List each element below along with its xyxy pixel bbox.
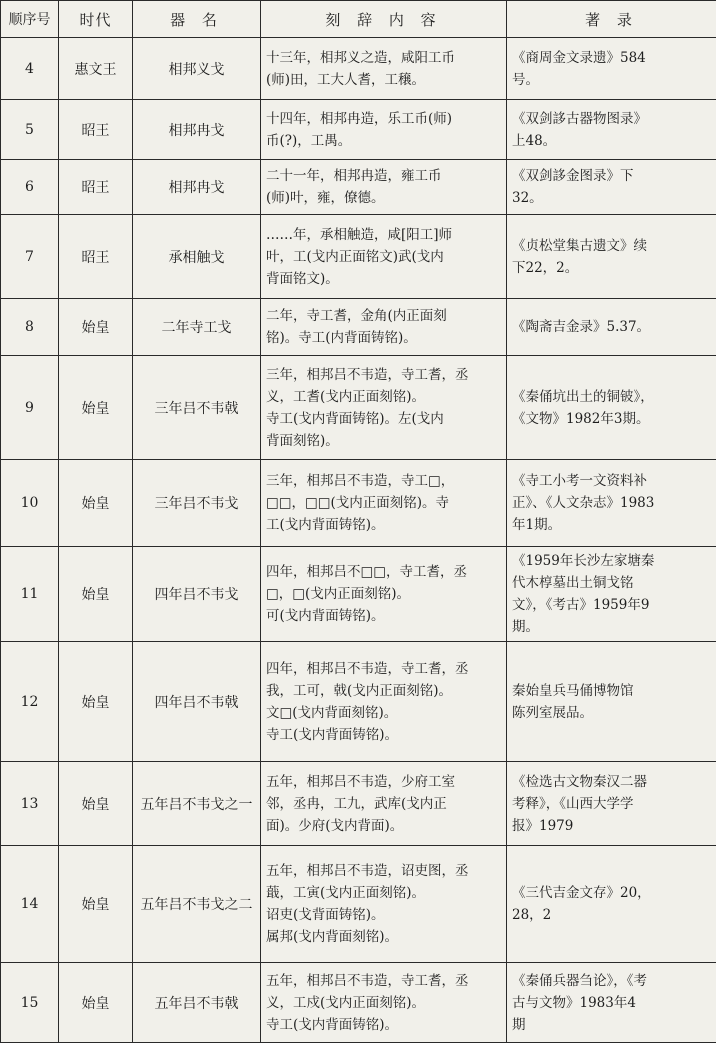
inscription-cell: [261, 356, 507, 460]
inscription-line: 寺工(戈内背面铸铭)。: [266, 724, 501, 746]
bibliography-line: 报》1979: [512, 815, 711, 837]
bibliography-cell: [507, 160, 716, 215]
serial-number-cell: 9: [1, 356, 59, 460]
bibliography-line: 《寺工小考一文资料补: [512, 470, 711, 492]
inscription-line: 可(戈内背面铸铭)。: [266, 605, 501, 627]
header-serial-number: 顺序号: [1, 1, 59, 38]
era-cell: 始皇: [59, 547, 133, 642]
bibliography-line: 代木椁墓出土铜戈铭: [512, 572, 711, 594]
bibliography-line: 28，2: [512, 904, 711, 926]
bibliography-cell: [507, 642, 716, 762]
bibliography-line: 正》、《人文杂志》1983: [512, 492, 711, 514]
inscription-line: 五年，相邦吕不韦造，诏吏图，丞: [266, 860, 501, 882]
bibliography-line: 号。: [512, 69, 711, 91]
serial-number-cell: 4: [1, 38, 59, 100]
artifact-name-cell: 五年吕不韦戟: [133, 963, 261, 1043]
table-row: [1, 642, 716, 762]
inscription-line: 邻，丞冉，工九，武库(戈内正: [266, 793, 501, 815]
table-row: [1, 460, 716, 547]
serial-number-cell: 10: [1, 460, 59, 547]
bibliography-line: 上48。: [512, 130, 711, 152]
artifact-name-cell: 二年寺工戈: [133, 299, 261, 356]
inscription-line: 十四年，相邦冉造，乐工币(师): [266, 108, 501, 130]
inscription-line: 我，工可，戟(戈内正面刻铭)。: [266, 680, 501, 702]
inscription-line: 十三年，相邦义之造，咸阳工币: [266, 47, 501, 69]
inscription-line: 工(戈内背面铸铭)。: [266, 514, 501, 536]
artifact-name-cell: 四年吕不韦戟: [133, 642, 261, 762]
bibliography-line: 陈列室展品。: [512, 702, 711, 724]
table-body: [1, 38, 716, 1043]
inscription-line: 义，工戍(戈内正面刻铭)。: [266, 992, 501, 1014]
inscription-line: 三年，相邦吕不韦造，寺工耆，丞: [266, 364, 501, 386]
table-row: [1, 356, 716, 460]
era-cell: 始皇: [59, 846, 133, 963]
inscription-line: 五年，相邦吕不韦造，少府工室: [266, 771, 501, 793]
artifact-name-cell: 承相触戈: [133, 215, 261, 299]
bibliography-cell: [507, 547, 716, 642]
inscription-cell: [261, 547, 507, 642]
table-row: [1, 547, 716, 642]
inscription-cell: [261, 38, 507, 100]
era-cell: 始皇: [59, 356, 133, 460]
inscription-line: 五年，相邦吕不韦造，寺工耆，丞: [266, 970, 501, 992]
table-row: [1, 215, 716, 299]
table-row: [1, 963, 716, 1043]
inscription-line: 属邦(戈内背面刻铭)。: [266, 926, 501, 948]
era-cell: 始皇: [59, 299, 133, 356]
era-cell: 昭王: [59, 215, 133, 299]
inscription-cell: [261, 963, 507, 1043]
header-era: 时代: [59, 1, 133, 38]
inscription-line: □□，□□(戈内正面刻铭)。寺: [266, 492, 501, 514]
inscription-line: 币(?)，工禺。: [266, 130, 501, 152]
table-row: [1, 762, 716, 846]
bibliography-line: 《检选古文物秦汉二器: [512, 771, 711, 793]
artifact-name-cell: 三年吕不韦戟: [133, 356, 261, 460]
inscription-line: 二年，寺工耆，金角(内正面刻: [266, 305, 501, 327]
header-artifact-name: 器 名: [133, 1, 261, 38]
bibliography-line: 考释》，《山西大学学: [512, 793, 711, 815]
inscription-line: 三年，相邦吕不韦造，寺工□，: [266, 470, 501, 492]
inscription-cell: [261, 100, 507, 160]
serial-number-cell: 11: [1, 547, 59, 642]
inscription-cell: [261, 846, 507, 963]
bibliography-line: 《贞松堂集古遗文》续: [512, 235, 711, 257]
inscription-line: 四年，相邦吕不□□，寺工耆，丞: [266, 561, 501, 583]
era-cell: 始皇: [59, 963, 133, 1043]
artifact-name-cell: 相邦义戈: [133, 38, 261, 100]
serial-number-cell: 5: [1, 100, 59, 160]
serial-number-cell: 14: [1, 846, 59, 963]
artifact-name-cell: 四年吕不韦戈: [133, 547, 261, 642]
inscription-line: 面)。少府(戈内背面)。: [266, 815, 501, 837]
serial-number-cell: 8: [1, 299, 59, 356]
bibliography-line: 《双剑誃金图录》下: [512, 165, 711, 187]
inscription-cell: [261, 642, 507, 762]
inscription-cell: [261, 160, 507, 215]
bibliography-line: 《文物》1982年3期。: [512, 408, 711, 430]
serial-number-cell: 13: [1, 762, 59, 846]
bibliography-line: 下22，2。: [512, 257, 711, 279]
inscription-line: 文□(戈内背面刻铭)。: [266, 702, 501, 724]
bibliography-line: 32。: [512, 187, 711, 209]
serial-number-cell: 7: [1, 215, 59, 299]
bibliography-line: 秦始皇兵马俑博物馆: [512, 680, 711, 702]
inscription-line: ……年，承相触造，咸[阳工]师: [266, 224, 501, 246]
bibliography-line: 《秦俑坑出土的铜铍》，: [512, 386, 711, 408]
bibliography-line: 期。: [512, 616, 711, 638]
inscription-line: 诏吏(戈背面铸铭)。: [266, 904, 501, 926]
bibliography-line: 《陶斋吉金录》5.37。: [512, 316, 711, 338]
bibliography-line: 《商周金文录遗》584: [512, 47, 711, 69]
serial-number-cell: 15: [1, 963, 59, 1043]
inscription-line: 寺工(戈内背面铸铭)。: [266, 1014, 501, 1036]
bibliography-line: 文》，《考古》1959年9: [512, 594, 711, 616]
bibliography-line: 期: [512, 1014, 711, 1036]
table-row: [1, 100, 716, 160]
table-row: [1, 160, 716, 215]
era-cell: 始皇: [59, 460, 133, 547]
table-row: [1, 38, 716, 100]
bibliography-line: 《1959年长沙左家塘秦: [512, 550, 711, 572]
bibliography-cell: [507, 356, 716, 460]
table-row: [1, 299, 716, 356]
inscription-line: 蕺，工寅(戈内正面刻铭)。: [266, 882, 501, 904]
header-inscription: 刻 辞 内 容: [261, 1, 507, 38]
era-cell: 昭王: [59, 100, 133, 160]
bibliography-cell: [507, 762, 716, 846]
serial-number-cell: 12: [1, 642, 59, 762]
era-cell: 惠文王: [59, 38, 133, 100]
bibliography-cell: [507, 460, 716, 547]
bibliography-cell: [507, 846, 716, 963]
artifact-name-cell: 相邦冉戈: [133, 160, 261, 215]
inscription-line: 铭)。寺工(内背面铸铭)。: [266, 327, 501, 349]
era-cell: 始皇: [59, 762, 133, 846]
bibliography-line: 《秦俑兵器刍论》，《考: [512, 970, 711, 992]
bibliography-cell: [507, 299, 716, 356]
serial-number-cell: 6: [1, 160, 59, 215]
era-cell: 始皇: [59, 642, 133, 762]
bibliography-cell: [507, 38, 716, 100]
bibliography-cell: [507, 100, 716, 160]
bibliography-line: 古与文物》1983年4: [512, 992, 711, 1014]
artifact-name-cell: 相邦冉戈: [133, 100, 261, 160]
header-row: [1, 1, 716, 38]
inscription-cell: [261, 215, 507, 299]
bibliography-cell: [507, 963, 716, 1043]
inscription-line: 四年，相邦吕不韦造，寺工耆，丞: [266, 658, 501, 680]
bibliography-line: 年1期。: [512, 514, 711, 536]
bibliography-line: 《三代吉金文存》20，: [512, 882, 711, 904]
inscription-line: (师)叶，雍，僚德。: [266, 187, 501, 209]
inscription-line: (师)田，工大人耆，工穣。: [266, 69, 501, 91]
inscription-cell: [261, 299, 507, 356]
table-row: [1, 846, 716, 963]
header-bibliography: 著 录: [507, 1, 716, 38]
bibliography-cell: [507, 215, 716, 299]
inscription-line: 叶，工(戈内正面铭文)武(戈内: [266, 246, 501, 268]
artifact-name-cell: 五年吕不韦戈之一: [133, 762, 261, 846]
inscription-line: 背面刻铭)。: [266, 430, 501, 452]
era-cell: 昭王: [59, 160, 133, 215]
inscription-line: 背面铭文)。: [266, 268, 501, 290]
artifact-name-cell: 三年吕不韦戈: [133, 460, 261, 547]
inscription-cell: [261, 460, 507, 547]
inscription-line: 二十一年，相邦冉造，雍工币: [266, 165, 501, 187]
artifact-name-cell: 五年吕不韦戈之二: [133, 846, 261, 963]
inscription-line: 义，工耆(戈内正面刻铭)。: [266, 386, 501, 408]
bibliography-line: 《双剑誃古器物图录》: [512, 108, 711, 130]
inscription-line: □，□(戈内正面刻铭)。: [266, 583, 501, 605]
inscription-cell: [261, 762, 507, 846]
inscription-line: 寺工(戈内背面铸铭)。左(戈内: [266, 408, 501, 430]
